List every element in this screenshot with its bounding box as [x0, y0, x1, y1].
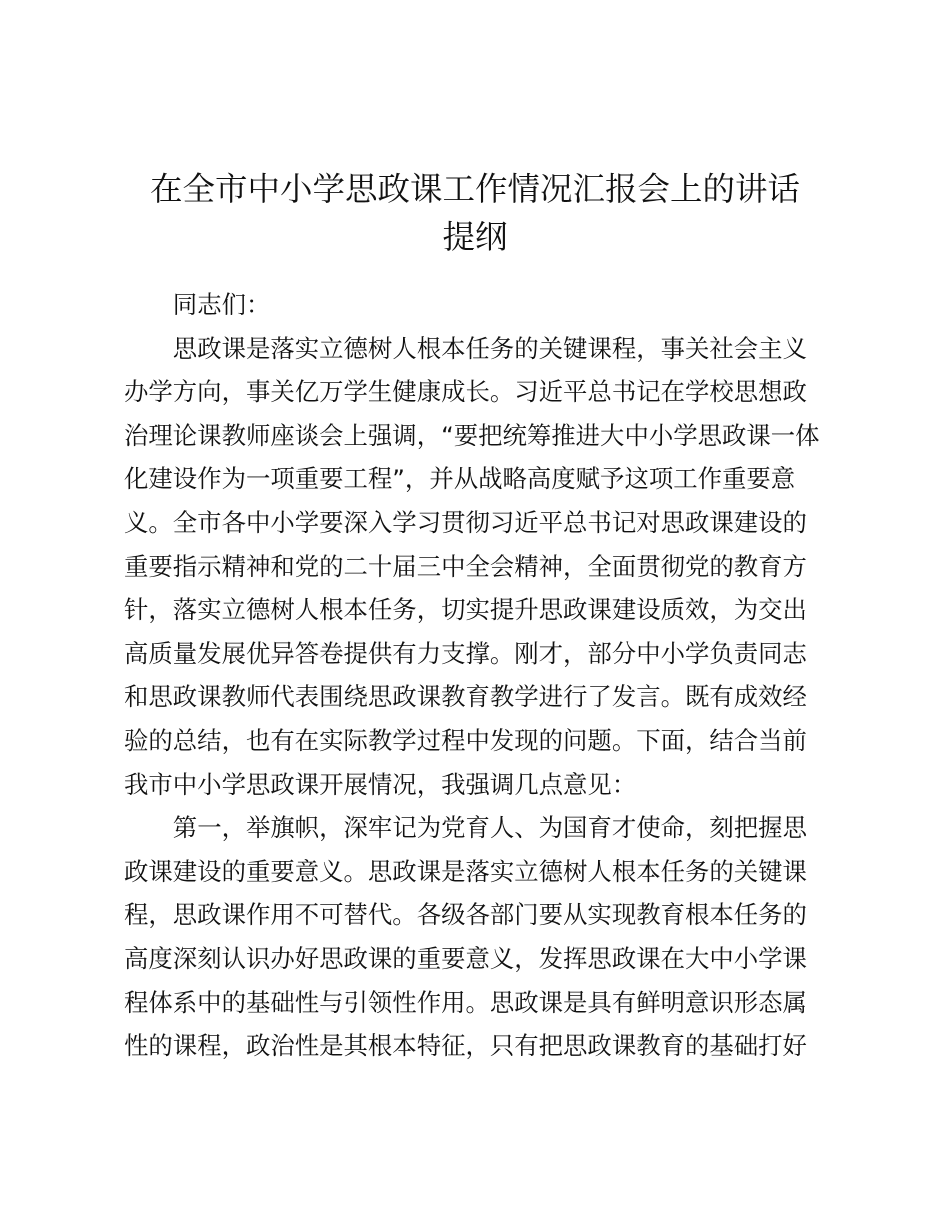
paragraph-line: 高度深刻认识办好思政课的重要意义，发挥思政课在大中小学课	[124, 943, 807, 973]
title-line-1: 在全市中小学思政课工作情况汇报会上的讲话	[149, 170, 800, 208]
paragraph-line: 针，落实立德树人根本任务，切实提升思政课建设质效，为交出	[124, 595, 807, 625]
paragraph-line: 第一，举旗帜，深牢记为党育人、为国育才使命，刻把握思	[172, 813, 807, 843]
paragraph-1	[124, 327, 836, 807]
document-title	[120, 165, 830, 261]
salutation: 同志们：	[172, 290, 271, 319]
title-line-2: 提纲	[442, 218, 508, 256]
document-body	[124, 283, 836, 1068]
paragraph-line: 验的总结，也有在实际教学过程中发现的问题。下面，结合当前	[124, 725, 807, 755]
paragraph-line: 义。全市各中小学要深入学习贯彻习近平总书记对思政课建设的	[124, 507, 807, 537]
paragraph-line: 办学方向，事关亿万学生健康成长。习近平总书记在学校思想政	[124, 377, 807, 407]
paragraph-line: 性的课程，政治性是其根本特征，只有把思政课教育的基础打好	[124, 1031, 807, 1061]
paragraph-line: 治理论课教师座谈会上强调，“要把统筹推进大中小学思政课一体	[124, 420, 820, 450]
paragraph-line: 政课建设的重要意义。思政课是落实立德树人根本任务的关键课	[124, 856, 807, 886]
paragraph-line: 程，思政课作用不可替代。各级各部门要从实现教育根本任务的	[124, 900, 807, 930]
paragraph-2	[124, 806, 836, 1068]
paragraph-line: 我市中小学思政课开展情况，我强调几点意见：	[124, 769, 637, 799]
paragraph-line: 思政课是落实立德树人根本任务的关键课程，事关社会主义	[172, 333, 807, 363]
paragraph-line: 高质量发展优异答卷提供有力支撑。刚才，部分中小学负责同志	[124, 638, 807, 668]
paragraph-line: 化建设作为一项重要工程”，并从战略高度赋予这项工作重要意	[124, 464, 796, 494]
paragraph-line: 重要指示精神和党的二十届三中全会精神，全面贯彻党的教育方	[124, 551, 807, 581]
paragraph-line: 程体系中的基础性与引领性作用。思政课是具有鲜明意识形态属	[124, 987, 807, 1017]
paragraph-line: 和思政课教师代表围绕思政课教育教学进行了发言。既有成效经	[124, 682, 807, 712]
